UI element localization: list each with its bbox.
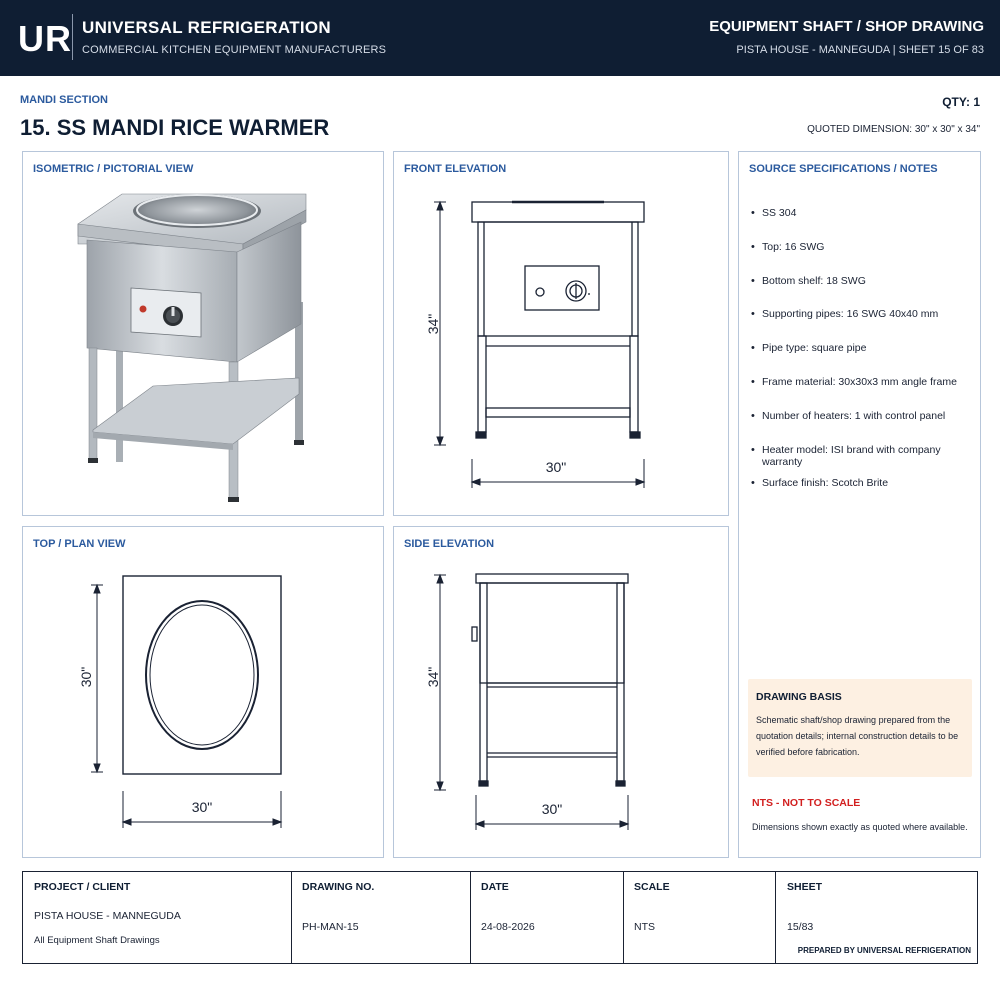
company-logo: UR [18, 18, 72, 59]
spec-item: • Supporting pipes: 16 SWG 40x40 mm [751, 308, 976, 342]
front-width-label: 30" [545, 459, 567, 475]
spec-item: • Frame material: 30x30x3 mm angle frame [751, 376, 976, 410]
top-width-label: 30" [191, 799, 213, 815]
project-subtitle: All Equipment Shaft Drawings [34, 935, 160, 946]
nts-text: Dimensions shown exactly as quoted where available. [752, 822, 968, 832]
title-block [22, 871, 978, 964]
prepared-by: PREPARED BY UNIVERSAL REFRIGERATION [797, 946, 971, 955]
quantity: QTY: 1 [942, 95, 980, 109]
project-value: PISTA HOUSE - MANNEGUDA [34, 910, 181, 922]
isometric-drawing [23, 152, 385, 517]
top-plan-drawing [23, 527, 385, 859]
top-plan-view-title: TOP / PLAN VIEW [33, 538, 126, 550]
isometric-view-panel [22, 151, 384, 516]
front-height-label: 34" [425, 313, 441, 335]
section-label: MANDI SECTION [20, 94, 108, 106]
company-name: UNIVERSAL REFRIGERATION [82, 18, 332, 37]
specification-list [751, 207, 976, 511]
title-block-divider [291, 872, 292, 963]
nts-title: NTS - NOT TO SCALE [752, 797, 861, 809]
date-label: DATE [481, 881, 509, 893]
item-title: 15. SS MANDI RICE WARMER [20, 115, 330, 140]
project-label: PROJECT / CLIENT [34, 881, 131, 893]
drawing-basis-text: Schematic shaft/shop drawing prepared from the quotation details; internal construction details to be verified before fabrication. [756, 715, 959, 757]
scale-value: NTS [634, 921, 655, 933]
front-elevation-panel [393, 151, 729, 516]
spec-item: • Number of heaters: 1 with control panel [751, 410, 976, 444]
isometric-view-title: ISOMETRIC / PICTORIAL VIEW [33, 163, 194, 175]
date-value: 24-08-2026 [481, 921, 535, 933]
drawing-number-label: DRAWING NO. [302, 881, 375, 893]
spec-item: • SS 304 [751, 207, 976, 241]
scale-label: SCALE [634, 881, 670, 893]
top-depth-label: 30" [78, 666, 94, 688]
side-elevation-title: SIDE ELEVATION [404, 538, 495, 550]
title-block-divider [470, 872, 471, 963]
spec-item: • Top: 16 SWG [751, 241, 976, 275]
side-height-label: 34" [425, 666, 441, 688]
drawing-basis-title: DRAWING BASIS [756, 691, 842, 703]
drawing-number-value: PH-MAN-15 [302, 921, 359, 933]
spec-item: • Bottom shelf: 18 SWG [751, 275, 976, 309]
front-elevation-title: FRONT ELEVATION [404, 163, 507, 175]
specifications-panel [738, 151, 981, 858]
spec-item: • Heater model: ISI brand with company warranty [751, 444, 976, 478]
sheet-value: 15/83 [787, 921, 814, 933]
side-elevation-drawing [394, 527, 730, 859]
logo-divider [72, 14, 73, 60]
header-band [0, 0, 1000, 76]
title-block-divider [775, 872, 776, 963]
quoted-dimension: QUOTED DIMENSION: 30" x 30" x 34" [807, 124, 980, 135]
drawing-basis-box [748, 679, 972, 777]
sheet-label: SHEET [787, 881, 823, 893]
drawing-reference: PISTA HOUSE - MANNEGUDA | SHEET 15 OF 83 [736, 44, 984, 56]
side-width-label: 30" [541, 801, 563, 817]
side-elevation-panel [393, 526, 729, 858]
specifications-title: SOURCE SPECIFICATIONS / NOTES [749, 163, 938, 175]
drawing-type: EQUIPMENT SHAFT / SHOP DRAWING [709, 18, 984, 35]
top-plan-view-panel [22, 526, 384, 858]
front-elevation-drawing [394, 152, 730, 517]
company-tagline: COMMERCIAL KITCHEN EQUIPMENT MANUFACTURERS [82, 44, 387, 56]
spec-item: • Pipe type: square pipe [751, 342, 976, 376]
spec-item: • Surface finish: Scotch Brite [751, 477, 976, 511]
title-block-divider [623, 872, 624, 963]
